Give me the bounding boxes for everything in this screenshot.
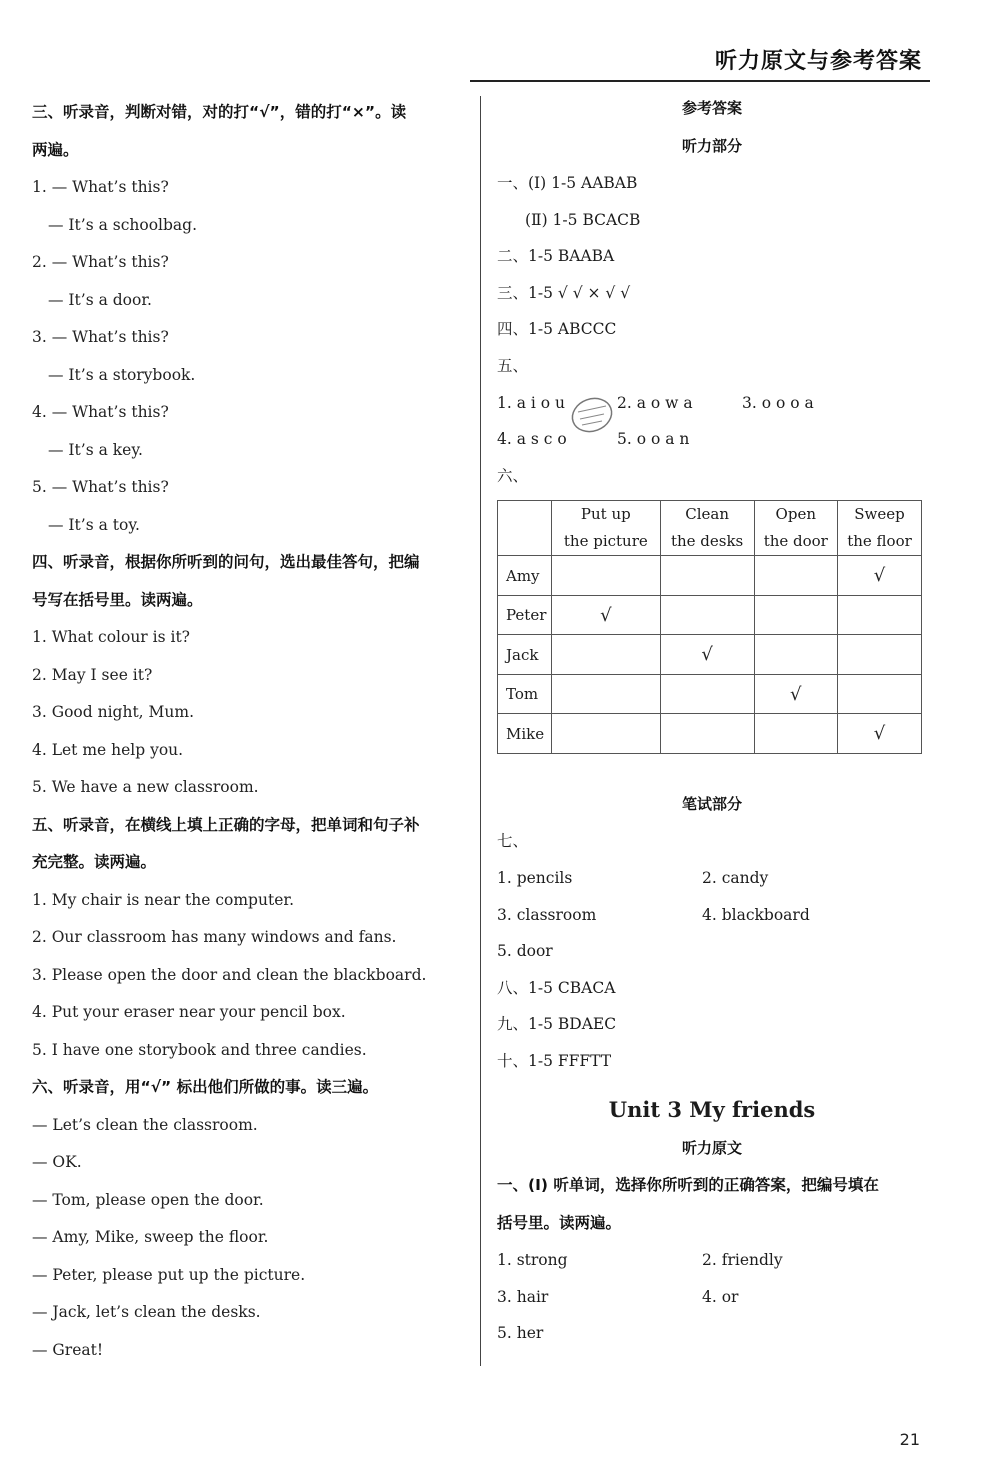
row-name: Amy [498, 556, 552, 596]
row-name: Tom [498, 674, 552, 714]
section-heading: 一、(Ⅰ) 听单词，选择你所听到的正确答案，把编号填在 [497, 1176, 879, 1194]
right-column [497, 90, 927, 1352]
transcript-line: — Tom, please open the door. [32, 1190, 264, 1209]
tick-cell: √ [754, 674, 837, 714]
table-header-cell: Put up the picture [552, 501, 661, 556]
transcript-line: — Let’s clean the classroom. [32, 1115, 258, 1134]
spacer [497, 1080, 927, 1090]
tick-cell [754, 595, 837, 635]
section-3 [32, 94, 462, 544]
table-header-cell: Open the door [754, 501, 837, 556]
tick-cell: √ [660, 635, 754, 675]
answer-row [497, 860, 927, 897]
stamp-icon [568, 392, 616, 438]
transcript-line: — It’s a storybook. [48, 365, 196, 384]
tick-cell [838, 595, 922, 635]
tick-cell [552, 635, 661, 675]
answer-row [497, 1242, 927, 1279]
transcript-line: 5. — What’s this? [32, 478, 169, 496]
tick-cell [754, 714, 837, 754]
word-item: 5. her [497, 1324, 544, 1343]
tick-cell [660, 556, 754, 596]
answer-line: 一、(Ⅰ) 1-5 AABAB [497, 174, 638, 192]
answer-line: 二、1-5 BAABA [497, 247, 615, 266]
table-row [498, 714, 922, 754]
transcript-line: — It’s a key. [48, 440, 143, 459]
row-name: Mike [498, 714, 552, 754]
section-heading: 四、听录音，根据你所听到的问句，选出最佳答句，把编 [32, 553, 420, 571]
transcript-line: — Peter, please put up the picture. [32, 1265, 306, 1284]
answers-title: 参考答案 [681, 99, 742, 117]
answer-line: 十、1-5 FFFTT [497, 1051, 612, 1070]
answer-item: 4. a s c o [497, 430, 567, 449]
transcript-line: 3. — What’s this? [32, 328, 169, 346]
header-rule [470, 80, 930, 82]
tick-cell [660, 674, 754, 714]
tick-cell [660, 714, 754, 754]
transcript-line: 5. I have one storybook and three candies. [32, 1040, 367, 1059]
table-header-cell: Sweep the floor [838, 501, 922, 556]
transcript-line: 2. May I see it? [32, 665, 153, 684]
tick-cell [754, 556, 837, 596]
answer-line: 六、 [497, 466, 529, 485]
table-header-row [498, 501, 922, 556]
row-name: Jack [498, 635, 552, 675]
transcript-line: 2. — What’s this? [32, 253, 169, 271]
transcript-line: 4. Put your eraser near your pencil box. [32, 1003, 346, 1021]
answer-line: 七、 [497, 832, 529, 851]
answer-item: 2. candy [702, 868, 769, 887]
answer-line: 五、 [497, 356, 529, 375]
table-row [498, 674, 922, 714]
answer-item: 3. o o o a [742, 393, 814, 412]
transcript-line: — Amy, Mike, sweep the floor. [32, 1228, 269, 1246]
section-5 [32, 807, 462, 1070]
section-6 [32, 1069, 462, 1369]
section-heading: 三、听录音，判断对错，对的打“√”，错的打“×”。读 [32, 103, 407, 121]
answer-line: 八、1-5 CBACA [497, 978, 616, 997]
answer-item: 4. blackboard [702, 905, 810, 924]
listening-text-title: 听力原文 [681, 1138, 742, 1157]
tick-cell [838, 635, 922, 675]
word-item: 3. hair [497, 1287, 549, 1306]
section-heading: 括号里。读两遍。 [497, 1213, 622, 1232]
table-corner-cell [498, 501, 552, 556]
transcript-line: — It’s a door. [48, 290, 152, 309]
transcript-line: — It’s a schoolbag. [48, 215, 198, 234]
tick-cell [552, 714, 661, 754]
answer-line: (Ⅱ) 1-5 BCACB [525, 210, 641, 229]
transcript-line: 4. — What’s this? [32, 403, 169, 421]
table-header-cell: Clean the desks [660, 501, 754, 556]
section-heading: 充完整。读两遍。 [32, 853, 157, 871]
header-title: 听力原文与参考答案 [714, 49, 922, 74]
unit-title: Unit 3 My friends [608, 1096, 816, 1122]
transcript-line: 3. Please open the door and clean the blackboard. [32, 965, 427, 984]
section-heading: 两遍。 [32, 140, 79, 159]
page-number: 21 [899, 1430, 920, 1449]
word-item: 4. or [702, 1287, 739, 1306]
answer-item: 5. door [497, 942, 553, 961]
tick-cell [838, 674, 922, 714]
answer-row [497, 1279, 927, 1316]
tick-cell [552, 674, 661, 714]
tick-cell [660, 595, 754, 635]
answer-line: 三、1-5 √ √ × √ √ [497, 283, 631, 302]
answer-item: 1. a i o u [497, 393, 566, 412]
transcript-line: 1. — What’s this? [32, 178, 169, 196]
table-row [498, 635, 922, 675]
row-name: Peter [498, 595, 552, 635]
left-column [32, 94, 462, 1369]
transcript-line: — Jack, let’s clean the desks. [32, 1303, 261, 1321]
written-part-title: 笔试部分 [681, 794, 742, 813]
answer-row [497, 421, 927, 458]
transcript-line: — OK. [32, 1153, 82, 1171]
answer-item: 3. classroom [497, 905, 597, 924]
transcript-line: 1. My chair is near the computer. [32, 890, 295, 909]
transcript-line: — Great! [32, 1340, 104, 1359]
answer-table [497, 500, 922, 754]
transcript-line: 5. We have a new classroom. [32, 778, 259, 796]
section-4 [32, 544, 462, 807]
section-heading: 六、听录音，用“√” 标出他们所做的事。读三遍。 [32, 1078, 379, 1096]
tick-cell: √ [838, 714, 922, 754]
tick-cell [552, 556, 661, 596]
word-item: 2. friendly [702, 1251, 783, 1269]
transcript-line: — It’s a toy. [48, 515, 140, 534]
section-heading: 五、听录音，在横线上填上正确的字母，把单词和句子补 [32, 815, 420, 834]
section-heading: 号写在括号里。读两遍。 [32, 590, 203, 609]
transcript-line: 3. Good night, Mum. [32, 703, 195, 721]
tick-cell: √ [552, 595, 661, 635]
transcript-line: 1. What colour is it? [32, 628, 190, 646]
table-row [498, 595, 922, 635]
answer-item: 2. a o w a [617, 393, 693, 412]
listening-part-title: 听力部分 [681, 136, 742, 155]
tick-cell: √ [838, 556, 922, 596]
answer-row [497, 385, 927, 422]
column-divider [480, 96, 481, 1366]
spacer [497, 754, 927, 786]
word-item: 1. strong [497, 1251, 568, 1269]
answer-item: 5. o o a n [617, 430, 690, 449]
answer-row [497, 897, 927, 934]
answer-line: 四、1-5 ABCCC [497, 320, 617, 339]
answer-item: 1. pencils [497, 868, 573, 887]
tick-cell [754, 635, 837, 675]
table-row [498, 556, 922, 596]
transcript-line: 4. Let me help you. [32, 740, 184, 759]
transcript-line: 2. Our classroom has many windows and fans. [32, 928, 397, 946]
answer-line: 九、1-5 BDAEC [497, 1015, 617, 1034]
